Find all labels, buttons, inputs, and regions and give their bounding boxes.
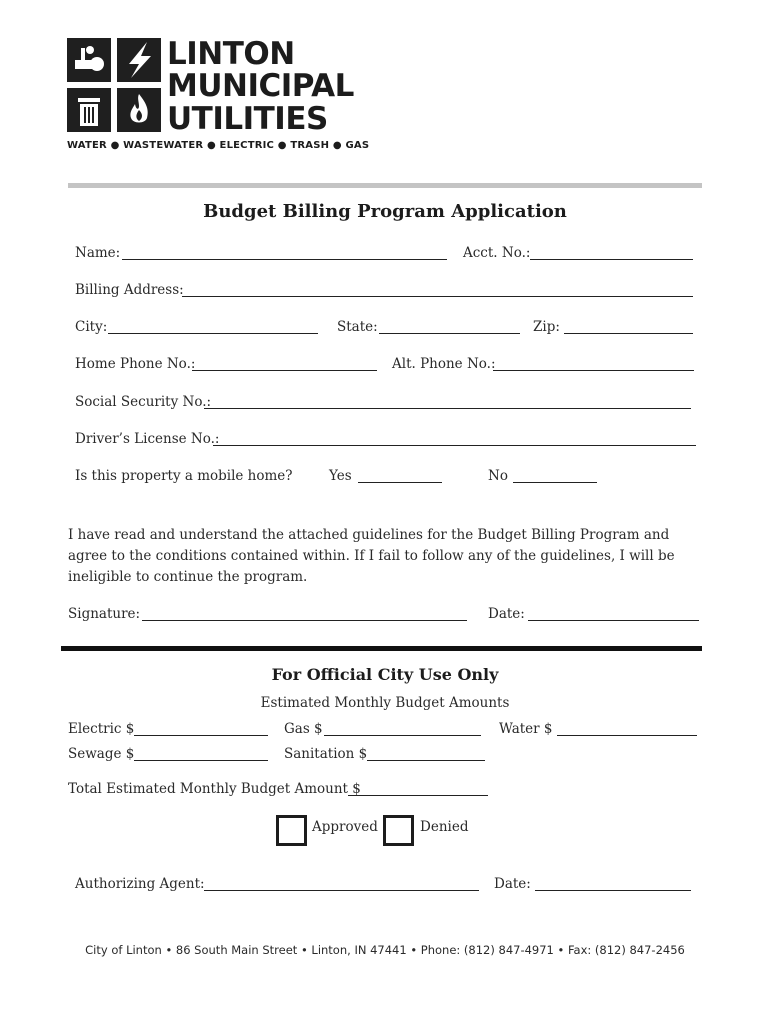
- name-label: Name:: [75, 245, 121, 261]
- ssn-label: Social Security No.:: [75, 394, 212, 410]
- no-label: No: [488, 468, 508, 484]
- official-heading: For Official City Use Only: [271, 665, 499, 684]
- state-field[interactable]: [379, 333, 520, 334]
- home-phone-field[interactable]: [192, 370, 377, 371]
- lightning-bolt-icon: [117, 38, 161, 82]
- authorizing-agent-label: Authorizing Agent:: [75, 876, 205, 892]
- approved-checkbox[interactable]: [276, 815, 307, 846]
- drivers-license-label: Driver’s License No.:: [75, 431, 220, 447]
- sewage-label: Sewage $: [68, 746, 135, 762]
- yes-label: Yes: [329, 468, 352, 484]
- billing-address-field[interactable]: [182, 296, 693, 297]
- ssn-field[interactable]: [204, 408, 691, 409]
- total-label: Total Estimated Monthly Budget Amount $: [68, 781, 361, 797]
- yes-field[interactable]: [358, 482, 442, 483]
- city-label: City:: [75, 319, 108, 335]
- authorizing-agent-field[interactable]: [204, 890, 479, 891]
- agent-date-field[interactable]: [535, 890, 691, 891]
- signature-date-field[interactable]: [528, 620, 699, 621]
- agreement-text: I have read and understand the attached guidelines for the Budget Billing Program and agree to the conditions contained within. If I fail to follow any of the guidelines, I will be ineligible to continue the program.: [68, 527, 675, 585]
- official-divider: [61, 646, 702, 651]
- approved-label: Approved: [312, 819, 378, 835]
- signature-label: Signature:: [68, 606, 141, 622]
- logo-line-3: UTILITIES: [167, 101, 328, 137]
- acct-no-field[interactable]: [530, 259, 693, 260]
- zip-label: Zip:: [533, 319, 560, 335]
- denied-checkbox[interactable]: [383, 815, 414, 846]
- name-field[interactable]: [122, 259, 447, 260]
- footer-address: City of Linton • 86 South Main Street • Linton, IN 47441 • Phone: (812) 847-4971 • Fax: (812) 847-2456: [85, 943, 685, 957]
- logo: [63, 26, 368, 161]
- water-field[interactable]: [557, 735, 697, 736]
- gas-field[interactable]: [324, 735, 481, 736]
- estimated-amounts-heading: Estimated Monthly Budget Amounts: [260, 695, 510, 711]
- total-field[interactable]: [348, 795, 488, 796]
- city-field[interactable]: [108, 333, 318, 334]
- alt-phone-field[interactable]: [493, 370, 694, 371]
- trash-can-icon: [67, 88, 111, 132]
- water-faucet-icon: [67, 38, 111, 82]
- signature-field[interactable]: [142, 620, 467, 621]
- electric-field[interactable]: [134, 735, 268, 736]
- sanitation-label: Sanitation $: [284, 746, 368, 762]
- drivers-license-field[interactable]: [213, 445, 696, 446]
- gas-label: Gas $: [284, 721, 323, 737]
- sanitation-field[interactable]: [367, 760, 485, 761]
- gas-flame-icon: [117, 88, 161, 132]
- form-title: Budget Billing Program Application: [203, 201, 567, 222]
- home-phone-label: Home Phone No.:: [75, 356, 196, 372]
- sewage-field[interactable]: [134, 760, 268, 761]
- electric-label: Electric $: [68, 721, 135, 737]
- denied-label: Denied: [420, 819, 469, 835]
- mobile-home-question: Is this property a mobile home?: [75, 468, 293, 484]
- billing-address-label: Billing Address:: [75, 282, 184, 298]
- logo-line-2: MUNICIPAL: [167, 68, 354, 104]
- no-field[interactable]: [513, 482, 597, 483]
- header-divider: [68, 183, 702, 188]
- logo-services: WATER ● WASTEWATER ● ELECTRIC ● TRASH ● GAS: [67, 140, 370, 151]
- zip-field[interactable]: [564, 333, 693, 334]
- water-label: Water $: [499, 721, 553, 737]
- signature-date-label: Date:: [488, 606, 525, 622]
- state-label: State:: [337, 319, 378, 335]
- acct-no-label: Acct. No.:: [463, 245, 531, 261]
- alt-phone-label: Alt. Phone No.:: [392, 356, 496, 372]
- agent-date-label: Date:: [494, 876, 531, 892]
- logo-line-1: LINTON: [167, 36, 295, 72]
